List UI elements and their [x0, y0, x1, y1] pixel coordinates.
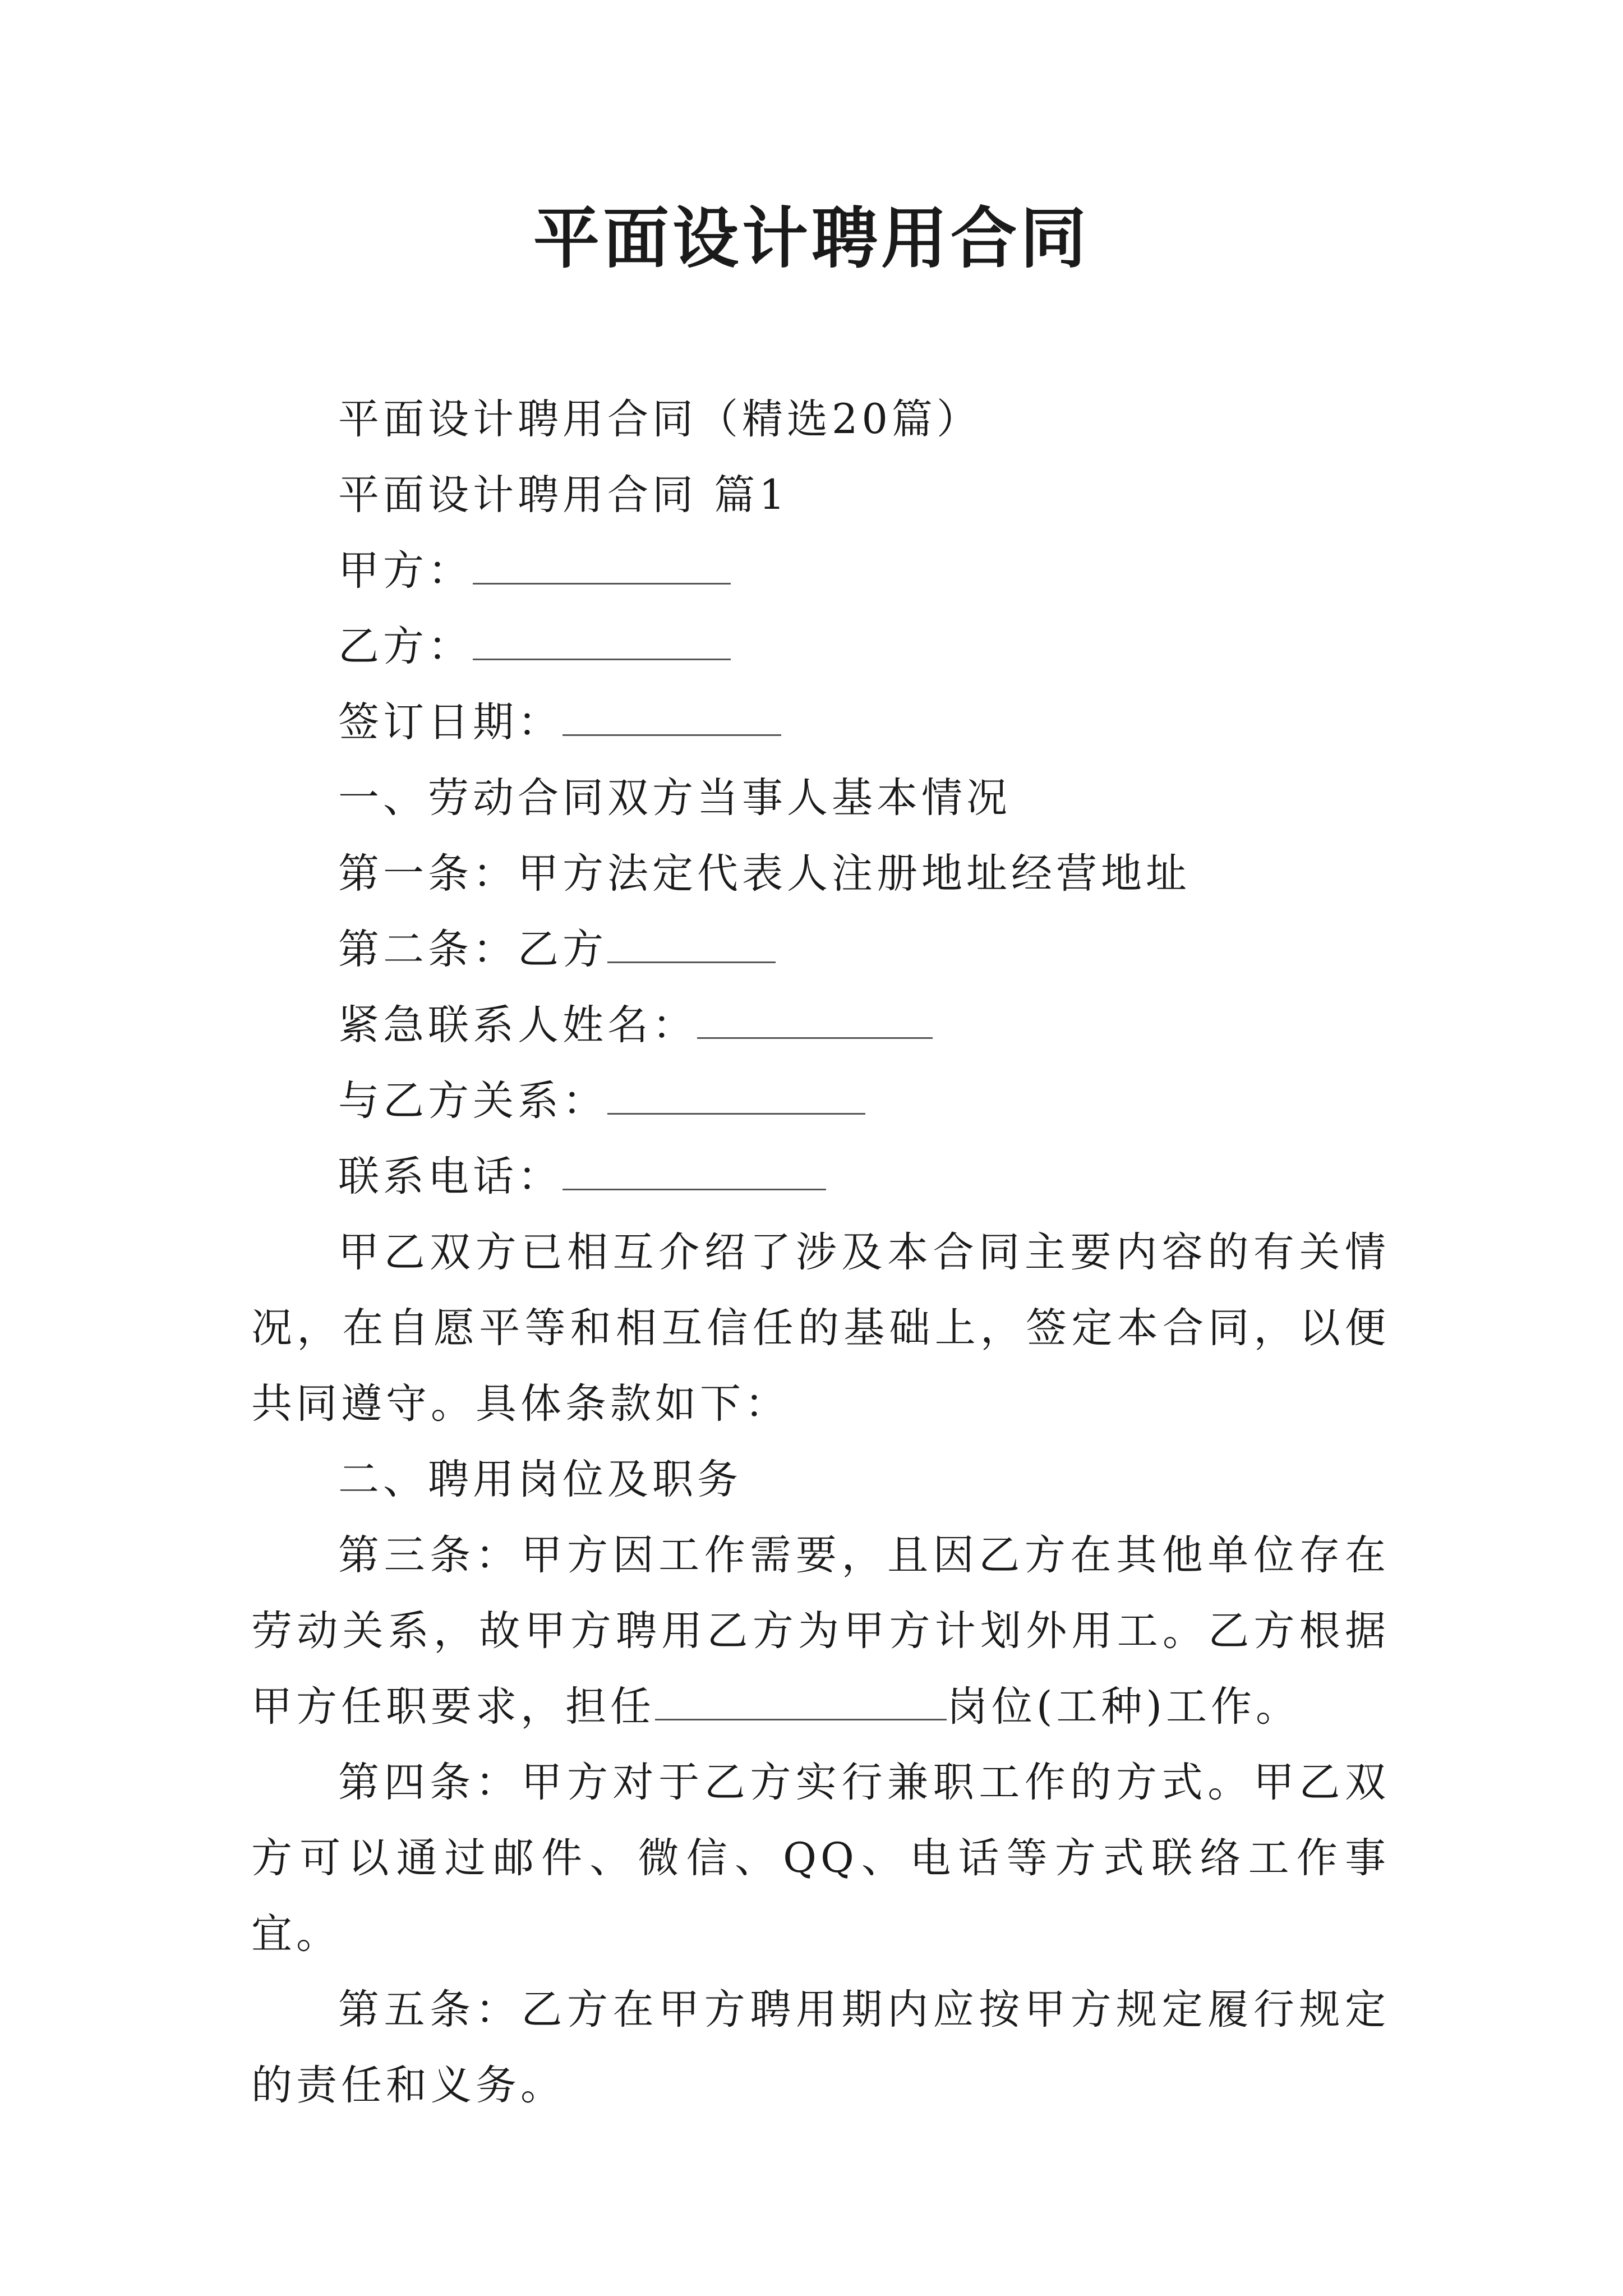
sign-date-line — [251, 684, 1390, 760]
document-body — [251, 381, 1390, 2123]
subtitle-line — [251, 381, 1390, 457]
section-2-text: 二、聘用岗位及职务 — [338, 1456, 742, 1503]
article-3-paragraph — [251, 1517, 1390, 1745]
article-2-line — [251, 912, 1390, 987]
relation-line — [251, 1063, 1390, 1139]
article-2-blank — [607, 921, 776, 963]
phone-line — [251, 1139, 1390, 1214]
article-1-line — [251, 836, 1390, 912]
sign-date-label: 签订日期： — [338, 698, 562, 746]
party-a-line — [251, 533, 1390, 609]
phone-label: 联系电话： — [338, 1153, 562, 1200]
intro-paragraph: 甲乙双方已相互介绍了涉及本合同主要内容的有关情况，在自愿平等和相互信任的基础上，签定本合同，以便共同遵守。具体条款如下： — [251, 1228, 1390, 1428]
document-title: 平面设计聘用合同 — [533, 199, 1090, 277]
party-a-label: 甲方： — [338, 547, 473, 595]
emergency-contact-label: 紧急联系人姓名： — [338, 1001, 697, 1049]
article-3-blank — [655, 1678, 947, 1720]
article-2-label: 第二条：乙方 — [338, 926, 607, 973]
article-5-paragraph: 第五条：乙方在甲方聘用期内应按甲方规定履行规定的责任和义务。 — [251, 1986, 1390, 2109]
party-a-blank — [473, 542, 731, 585]
section-1-heading — [251, 760, 1390, 836]
article-1-text: 第一条：甲方法定代表人注册地址经营地址 — [338, 850, 1191, 898]
chapter-heading — [251, 457, 1390, 533]
section-2-heading — [251, 1442, 1390, 1517]
sign-date-blank — [562, 694, 781, 736]
chapter-heading-text: 平面设计聘用合同 篇1 — [338, 471, 789, 519]
emergency-contact-blank — [697, 997, 933, 1039]
party-b-label: 乙方： — [338, 623, 473, 670]
article-4-paragraph: 第四条：甲方对于乙方实行兼职工作的方式。甲乙双方可以通过邮件、微信、QQ、电话等方式联络工作事宜。 — [251, 1759, 1390, 1958]
relation-label: 与乙方关系： — [338, 1077, 607, 1125]
article-3-tail: 岗位(工种)工作。 — [947, 1683, 1301, 1731]
emergency-contact-line — [251, 987, 1390, 1063]
phone-blank — [562, 1148, 826, 1190]
article-3-text: 第三条：甲方因工作需要，且因乙方在其他单位存在劳动关系，故甲方聘用乙方为甲方计划外用工。乙方根据甲方任职要求，担任 — [251, 1531, 1390, 1731]
section-1-text: 一、劳动合同双方当事人基本情况 — [338, 774, 1011, 822]
relation-blank — [607, 1073, 865, 1115]
subtitle-text: 平面设计聘用合同（精选20篇） — [338, 395, 981, 443]
party-b-blank — [473, 618, 731, 660]
party-b-line — [251, 609, 1390, 684]
